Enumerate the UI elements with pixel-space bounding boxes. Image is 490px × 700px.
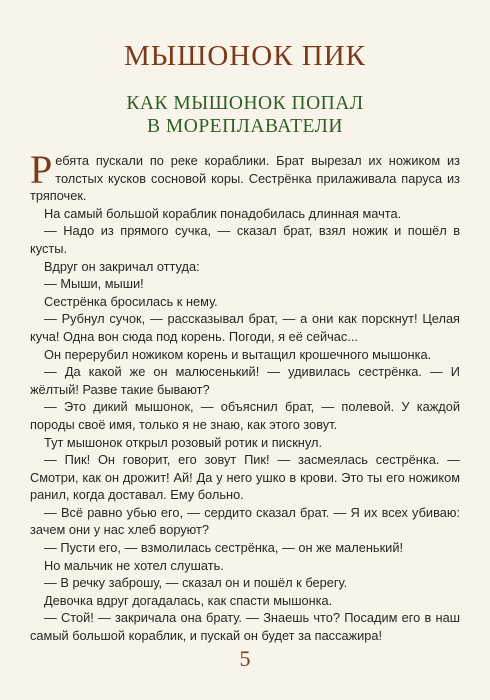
paragraph-text: ебята пускали по реке кораблики. Брат вырезал их ножиком из толстых кусков сосновой коры. Сестрёнка прилаживала паруса из тряпочек. [30, 153, 460, 204]
paragraph: — Пик! Он говорит, его зовут Пик! — засмеялась сестрёнка. — Смотри, как он дрожит! Ай! Да у него ушко в крови. Это ты его ножиком ранил, когда доставал. Ему больно. [30, 452, 460, 503]
paragraph: — Всё равно убью его, — сердито сказал брат. — Я их всех убиваю: зачем они у нас хлеб воруют? [30, 504, 460, 538]
page-title: МЫШОНОК ПИК [124, 40, 366, 72]
paragraph: — Пусти его, — взмолилась сестрёнка, — он же маленький! [44, 540, 404, 556]
paragraph: — Стой! — закричала она брату. — Знаешь что? Посадим его в наш самый большой кораблик, и пускай он будет за пассажира! [30, 610, 460, 644]
paragraph: Тут мышонок открыл розовый ротик и пискнул. [44, 434, 322, 450]
paragraph: Сестрёнка бросилась к нему. [44, 293, 218, 309]
paragraph [30, 147, 460, 205]
paragraph: Он перерубил ножиком корень и вытащил крошечного мышонка. [44, 346, 432, 362]
drop-cap: Р [30, 147, 53, 192]
paragraph: — Да какой же он малюсенький! — удивилась сестрёнка. — И жёлтый! Разве такие бывают? [30, 364, 460, 397]
chapter-subtitle [0, 92, 490, 138]
story-text [30, 147, 460, 645]
paragraph: Вдруг он закричал оттуда: [44, 258, 200, 274]
paragraph: Но мальчик не хотел слушать. [44, 557, 224, 573]
page-number: 5 [239, 646, 251, 671]
paragraph: — Рубнул сучок, — рассказывал брат, — а они как порскнут! Целая куча! Одна вон сюда под корень. Погоди, я её сейчас... [30, 311, 460, 344]
paragraph: — Это дикий мышонок, — объяснил брат, — полевой. У каждой породы своё имя, только я не знаю, как этого зовут. [30, 399, 460, 432]
paragraph: — В речку заброшу, — сказал он и пошёл к берегу. [44, 575, 348, 591]
paragraph: Девочка вдруг догадалась, как спасти мышонка. [44, 592, 333, 608]
paragraph: На самый большой кораблик понадобилась длинная мачта. [44, 205, 402, 221]
paragraph: — Надо из прямого сучка, — сказал брат, взял ножик и пошёл в кусты. [30, 223, 460, 256]
subtitle-line-2: В МОРЕПЛАВАТЕЛИ [147, 116, 343, 137]
paragraph: — Мыши, мыши! [44, 276, 144, 292]
subtitle-line-1: КАК МЫШОНОК ПОПАЛ [126, 93, 364, 114]
